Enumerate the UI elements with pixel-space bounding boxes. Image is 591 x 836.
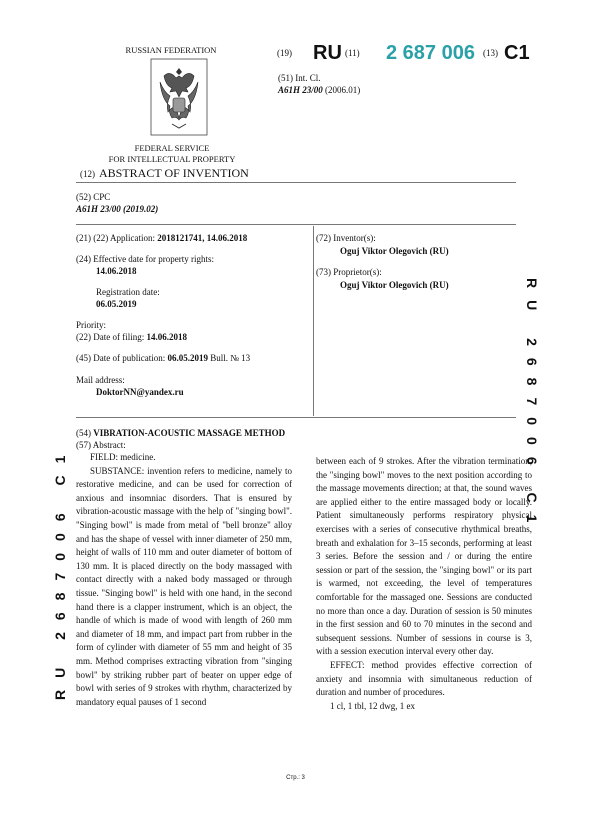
abstract-left-column <box>76 451 292 709</box>
side-code-right: RU 2687006 C1 <box>524 278 540 535</box>
agency-line-1: FEDERAL SERVICE <box>134 143 210 153</box>
filing-value: 14.06.2018 <box>146 332 187 342</box>
application-value: 2018121741, 14.06.2018 <box>157 233 248 243</box>
filing-label: (22) Date of filing: <box>76 332 145 342</box>
agency-name <box>98 143 246 165</box>
application-label: (21) (22) Application: <box>76 233 155 243</box>
country-name: RUSSIAN FEDERATION <box>125 45 217 55</box>
title-code: (54) <box>76 428 91 438</box>
kind-code: C1 <box>504 42 530 64</box>
int-cl <box>278 84 360 96</box>
title-text: VIBRATION-ACOUSTIC MASSAGE METHOD <box>93 428 286 438</box>
header-divider <box>76 182 516 183</box>
application-field <box>76 232 247 244</box>
cpc-label: (52) CPC <box>76 192 111 202</box>
proprietor-value: Oguj Viktor Olegovich (RU) <box>340 280 449 290</box>
code-12: (12) <box>80 169 95 179</box>
document-type: ABSTRACT OF INVENTION <box>99 166 249 180</box>
effective-date-value: 14.06.2018 <box>96 266 137 276</box>
effective-date-label: (24) Effective date for property rights: <box>76 254 215 264</box>
publication-field <box>76 352 250 364</box>
abstract-substance-left: SUBSTANCE: invention refers to medicine, namely to restorative medicine, and can be used for correction of anxious and insomniac disorders. That is ensured by vibration-acoustic massage with the help of "singing bowl". "Singing bowl" is made from metal of "bell bronze" alloy and has the shape of vessel with inner diameter of 250 mm, height of walls of 110 mm and outer diameter of bottom of 130 mm. It is placed directly on the body massaged with contact directly with a naked body massaged or through tissue. "Singing bowl" is held with one hand, in the second hand there is a clapper instrument, which is an object, the handle of which is made of wood with length of 260 mm and diameter of 18 mm, and impact part from rubber in the form of cylinder with diameter of 55 mm and height of 35 mm. Method comprises extracting vibration from "singing bowl" by striking rubber part of beater on upper edge of bowl with series of 9 strokes with rhythm, characterized by mandatory equal pauses of 1 second <box>76 465 292 707</box>
abstract-substance-right: between each of 9 strokes. After the vibration termination, the "singing bowl" moves to the next position according to the massage movements direction; at that, the sound waves are applied either to the entire massaged body or locally. Patient simultaneously performs respiratory physical exercises with a series of consecutive rhythmical breaths, breath and exhalation for 3–15 seconds, performing at least 3 series. Before the session and / or during the entire session or part of the session, the "singing bowl" or its part is warmed, not exceeding, the level of temperatures comfortable for the massaged one. Sessions are conducted no more than once a day. Duration of session is 50 minutes in the first session and 60 to 70 minutes in the second and subsequent sessions. Number of sessions in course is 3, with a session execution interval every other day. <box>316 456 532 657</box>
invention-title <box>76 427 285 439</box>
int-cl-year: (2006.01) <box>325 85 361 95</box>
int-cl-value: A61H 23/00 <box>278 85 323 95</box>
agency-line-2: FOR INTELLECTUAL PROPERTY <box>108 154 236 164</box>
abstract-right-column <box>316 455 532 713</box>
publication-value: 06.05.2019 <box>167 353 208 363</box>
country-code: RU <box>313 42 342 64</box>
abstract-label: (57) Abstract: <box>76 440 126 450</box>
bulletin: Bull. № 13 <box>210 353 251 363</box>
cpc-value: A61H 23/00 (2019.02) <box>76 204 159 214</box>
registration-value: 06.05.2019 <box>96 299 137 309</box>
patent-number: 2 687 006 <box>386 42 475 64</box>
publication-label: (45) Date of publication: <box>76 353 166 363</box>
cpc-divider <box>76 224 516 225</box>
biblio-divider <box>76 417 516 418</box>
abstract-field: FIELD: medicine. <box>90 452 156 462</box>
column-divider <box>313 226 314 416</box>
inventor-value: Oguj Viktor Olegovich (RU) <box>340 246 449 256</box>
coat-of-arms-emblem <box>150 58 208 136</box>
mail-value: DoktorNN@yandex.ru <box>96 387 184 397</box>
priority-label: Priority: <box>76 320 107 330</box>
code-11: (11) <box>345 48 360 58</box>
filing-field <box>76 331 187 343</box>
registration-label: Registration date: <box>96 287 160 297</box>
int-cl-label: (51) Int. Cl. <box>278 73 321 83</box>
abstract-effect: EFFECT: method provides effective correction of anxiety and insomnia with simultaneous reduction of duration and number of procedures. <box>316 659 532 698</box>
mail-label: Mail address: <box>76 375 125 385</box>
abstract-counts: 1 cl, 1 tbl, 12 dwg, 1 ex <box>330 700 415 711</box>
side-code-left: RU 2687006 C1 <box>52 443 68 700</box>
proprietor-label: (73) Proprietor(s): <box>316 267 382 277</box>
code-19: (19) <box>277 48 292 58</box>
inventor-label: (72) Inventor(s): <box>316 233 376 243</box>
code-13: (13) <box>483 48 498 58</box>
page-number: Стр.: 3 <box>286 775 305 781</box>
